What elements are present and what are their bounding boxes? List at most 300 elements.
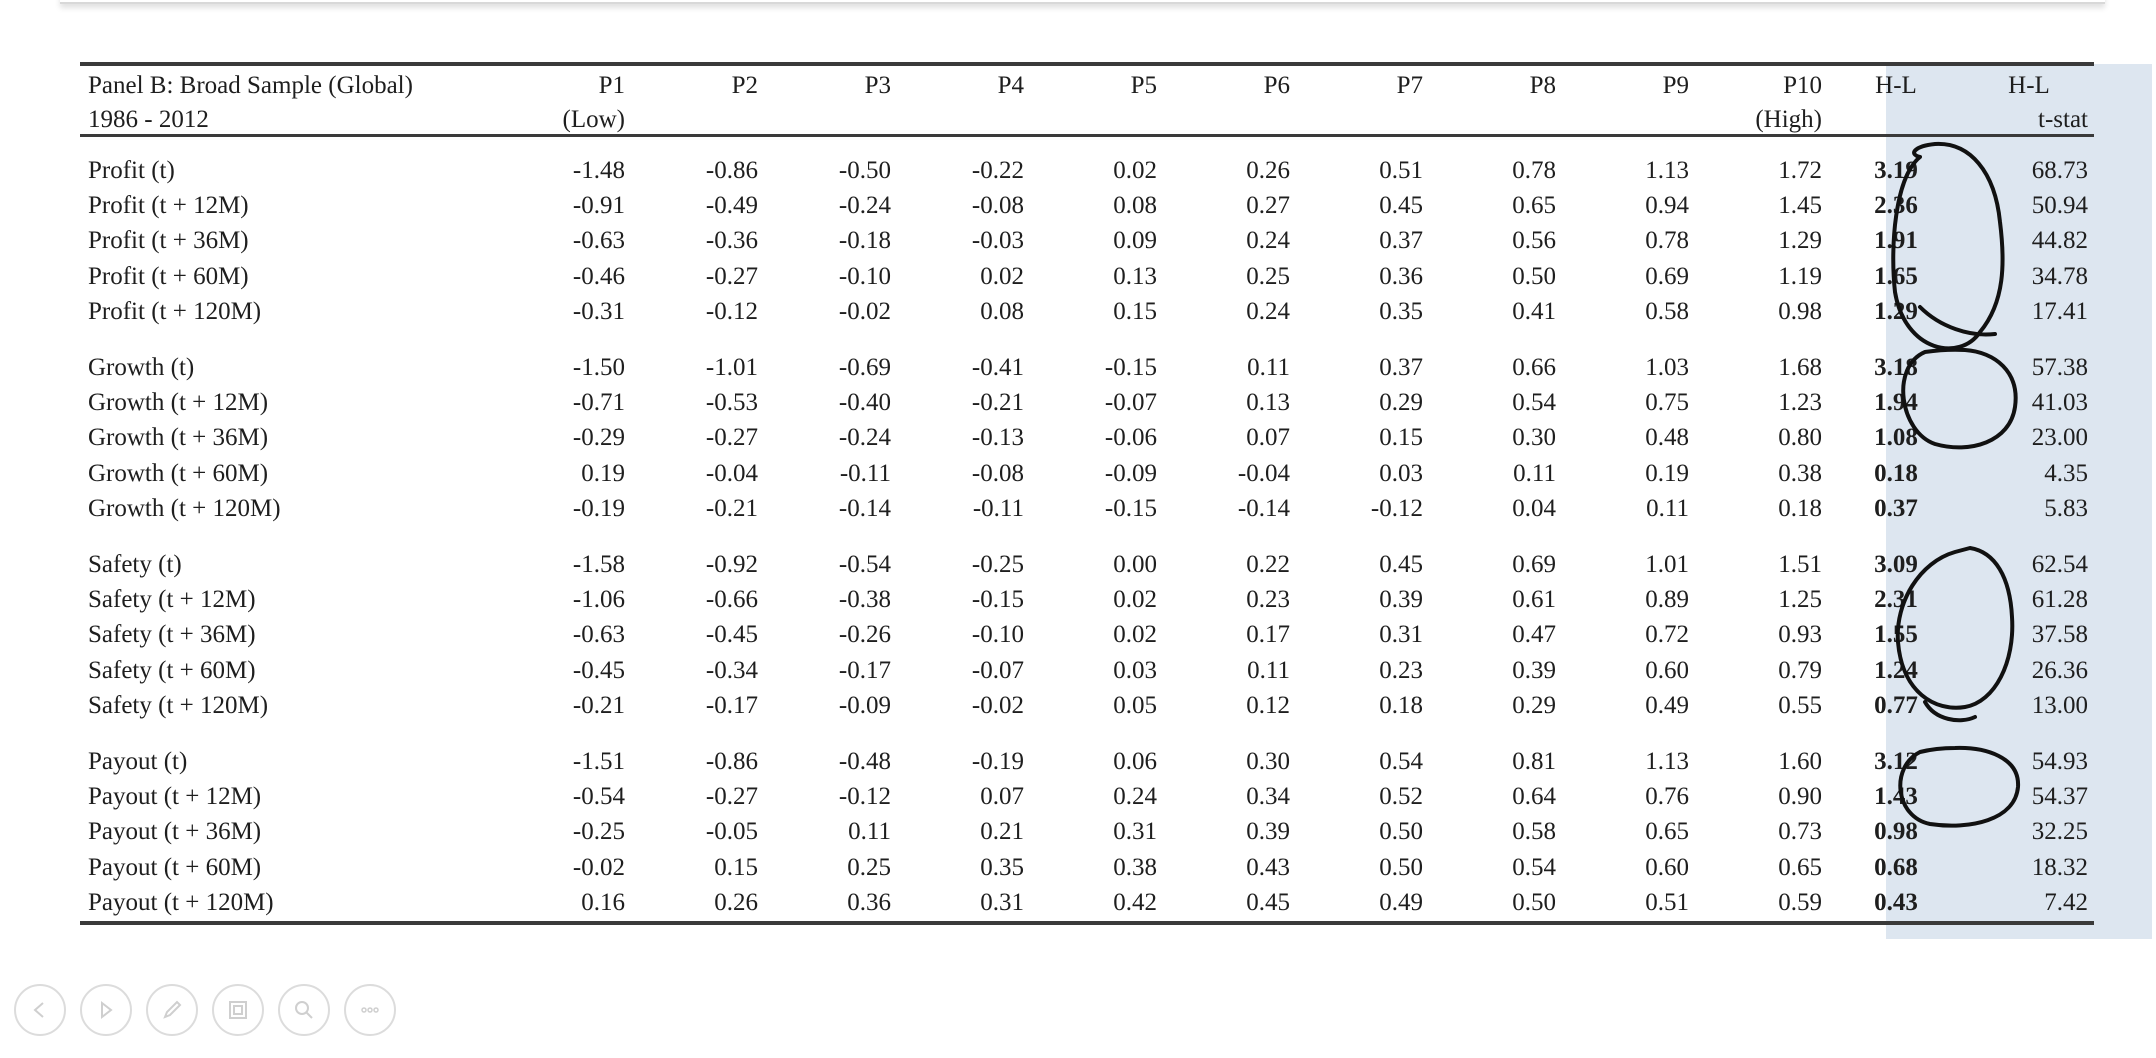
column-subheader: (Low) [498, 100, 631, 136]
table-row [80, 421, 2094, 456]
table-row [80, 456, 2094, 491]
portfolio-value: -0.09 [838, 692, 891, 720]
portfolio-value: -0.86 [705, 156, 758, 184]
row-label: Safety (t + 12M) [88, 585, 256, 613]
arrow-right-icon [92, 996, 120, 1024]
portfolio-value: 0.36 [764, 885, 897, 922]
portfolio-value: 0.02 [1113, 621, 1157, 649]
group-spacer [80, 330, 2094, 350]
portfolio-value: -0.09 [1104, 459, 1157, 487]
portfolio-value: 0.03 [1113, 656, 1157, 684]
portfolio-value: 0.29 [1379, 389, 1423, 417]
portfolio-value: 0.43 [1246, 853, 1290, 881]
column-subheader [1163, 100, 1296, 136]
portfolio-value: -1.01 [705, 353, 758, 381]
hl-value: 2.31 [1874, 585, 1918, 613]
column-subheader [1828, 100, 1964, 136]
portfolio-value: 0.37 [1379, 227, 1423, 255]
portfolio-value: 0.22 [1246, 550, 1290, 578]
row-label: Payout (t) [88, 747, 188, 775]
slide-top-frame [60, 0, 2105, 4]
portfolio-value: 1.25 [1778, 585, 1822, 613]
portfolio-value: 1.03 [1645, 353, 1689, 381]
portfolio-value: -0.04 [705, 459, 758, 487]
row-label: Safety (t + 36M) [88, 621, 256, 649]
portfolio-value: -0.45 [572, 656, 625, 684]
portfolio-value: 0.25 [1246, 262, 1290, 290]
portfolio-value: -0.50 [838, 156, 891, 184]
portfolio-value: 0.04 [1512, 495, 1556, 523]
portfolio-value: 0.24 [1113, 782, 1157, 810]
portfolio-value: 0.39 [1512, 656, 1556, 684]
table-body [80, 136, 2094, 923]
slides-icon [224, 996, 252, 1024]
portfolio-value: 0.31 [1113, 818, 1157, 846]
portfolio-value: 0.65 [1778, 853, 1822, 881]
row-label: Payout (t + 120M) [80, 885, 498, 922]
column-subheader: t-stat [1964, 100, 2094, 136]
previous-slide-button[interactable] [14, 984, 66, 1036]
portfolio-value: 0.59 [1695, 885, 1828, 922]
table-row [80, 744, 2094, 779]
portfolio-value: 0.38 [1778, 459, 1822, 487]
portfolio-value: -0.29 [572, 424, 625, 452]
portfolio-value: 0.11 [848, 818, 891, 846]
portfolio-value: 0.35 [1379, 298, 1423, 326]
hl-value: 3.12 [1874, 747, 1918, 775]
portfolio-value: 0.45 [1163, 885, 1296, 922]
portfolio-value: 0.11 [1646, 495, 1689, 523]
portfolio-value: 0.65 [1512, 192, 1556, 220]
portfolio-value: 0.45 [1379, 192, 1423, 220]
header-row-1 [80, 64, 2094, 100]
portfolio-value: 0.38 [1113, 853, 1157, 881]
portfolio-value: 0.18 [1379, 692, 1423, 720]
table-row [80, 492, 2094, 527]
portfolio-value: 0.02 [980, 262, 1024, 290]
portfolio-value: 1.19 [1778, 262, 1822, 290]
portfolio-value: 0.78 [1645, 227, 1689, 255]
portfolio-value: 0.50 [1379, 853, 1423, 881]
portfolio-value: 0.64 [1512, 782, 1556, 810]
portfolio-value: 0.18 [1778, 495, 1822, 523]
hl-value: 1.43 [1874, 782, 1918, 810]
portfolio-value: -0.08 [971, 192, 1024, 220]
table-row [80, 547, 2094, 582]
hl-value: 0.98 [1874, 818, 1918, 846]
portfolio-value: -0.27 [705, 424, 758, 452]
table-row [80, 224, 2094, 259]
row-label: Growth (t + 12M) [88, 389, 269, 417]
hl-value: 1.65 [1874, 262, 1918, 290]
table-row [80, 385, 2094, 420]
portfolio-value: -0.14 [838, 495, 891, 523]
portfolio-value: -0.36 [705, 227, 758, 255]
portfolio-value: 0.66 [1512, 353, 1556, 381]
pen-icon [158, 996, 186, 1024]
row-label: Safety (t) [88, 550, 182, 578]
portfolio-value: -0.53 [705, 389, 758, 417]
table-row [80, 618, 2094, 653]
portfolio-value: 0.30 [1246, 747, 1290, 775]
portfolio-value: 0.25 [847, 853, 891, 881]
table-row [80, 295, 2094, 330]
portfolio-value: 0.93 [1778, 621, 1822, 649]
row-label: Growth (t + 60M) [88, 459, 269, 487]
hl-tstat-value: 5.83 [2044, 495, 2088, 523]
group-spacer [80, 136, 2094, 154]
portfolio-value: 0.16 [498, 885, 631, 922]
portfolio-value: 0.15 [1379, 424, 1423, 452]
hl-value: 3.18 [1874, 353, 1918, 381]
portfolio-value: 0.51 [1562, 885, 1695, 922]
portfolio-value: 0.80 [1778, 424, 1822, 452]
portfolio-value: 0.34 [1246, 782, 1290, 810]
portfolio-value: -0.04 [1237, 459, 1290, 487]
portfolio-value: 0.39 [1379, 585, 1423, 613]
portfolio-value: 0.76 [1645, 782, 1689, 810]
portfolio-value: 0.13 [1113, 262, 1157, 290]
portfolio-value: 0.50 [1512, 262, 1556, 290]
column-header: P6 [1163, 64, 1296, 100]
hl-value: 0.68 [1874, 853, 1918, 881]
portfolio-value: -0.66 [705, 585, 758, 613]
portfolio-value: 0.54 [1512, 853, 1556, 881]
portfolio-value: -0.11 [972, 495, 1024, 523]
portfolio-value: 0.60 [1645, 656, 1689, 684]
portfolio-value: 0.12 [1246, 692, 1290, 720]
hl-value: 1.55 [1874, 621, 1918, 649]
portfolio-value: -1.58 [572, 550, 625, 578]
portfolio-value: 0.35 [980, 853, 1024, 881]
portfolio-value: 0.48 [1645, 424, 1689, 452]
hl-tstat-value: 34.78 [2031, 262, 2088, 290]
hl-value: 1.91 [1874, 227, 1918, 255]
portfolio-value: -0.21 [705, 495, 758, 523]
panel-title: Panel B: Broad Sample (Global) [80, 64, 498, 100]
portfolio-value: 0.49 [1296, 885, 1429, 922]
hl-tstat-value: 17.41 [2031, 298, 2088, 326]
group-spacer [80, 724, 2094, 744]
portfolio-value: -0.24 [838, 424, 891, 452]
row-label: Safety (t + 120M) [88, 692, 269, 720]
portfolio-value: 0.90 [1778, 782, 1822, 810]
portfolio-value: 0.17 [1246, 621, 1290, 649]
hl-tstat-value: 18.32 [2031, 853, 2088, 881]
hl-tstat-value: 26.36 [2031, 656, 2088, 684]
row-label: Growth (t + 120M) [88, 495, 281, 523]
portfolio-value: -0.86 [705, 747, 758, 775]
portfolio-value: -0.03 [971, 227, 1024, 255]
hl-tstat-value: 32.25 [2031, 818, 2088, 846]
portfolio-value: -0.27 [705, 782, 758, 810]
column-subheader [1562, 100, 1695, 136]
portfolio-value: 0.15 [1113, 298, 1157, 326]
hl-value: 0.77 [1874, 692, 1918, 720]
row-label: Payout (t + 60M) [88, 853, 262, 881]
portfolio-value: 0.15 [714, 853, 758, 881]
portfolio-value: 0.47 [1512, 621, 1556, 649]
portfolio-value: 0.03 [1379, 459, 1423, 487]
portfolio-value: -0.54 [838, 550, 891, 578]
portfolio-value: 0.11 [1247, 656, 1290, 684]
portfolio-value: 1.72 [1778, 156, 1822, 184]
hl-tstat-value: 4.35 [2044, 459, 2088, 487]
portfolio-value: -0.25 [572, 818, 625, 846]
portfolio-value: 0.09 [1113, 227, 1157, 255]
column-subheader [1030, 100, 1163, 136]
hl-tstat-value: 44.82 [2031, 227, 2088, 255]
row-label: Growth (t) [88, 353, 195, 381]
portfolio-value: -0.26 [838, 621, 891, 649]
magnifier-icon [290, 996, 318, 1024]
portfolio-value: -0.10 [971, 621, 1024, 649]
zoom-button[interactable] [278, 984, 330, 1036]
table-row [80, 850, 2094, 885]
portfolio-value: -0.15 [1104, 353, 1157, 381]
portfolio-value: 1.45 [1778, 192, 1822, 220]
portfolio-value: 0.98 [1778, 298, 1822, 326]
portfolio-value: 0.13 [1246, 389, 1290, 417]
portfolio-value: 0.69 [1512, 550, 1556, 578]
table-row [80, 688, 2094, 723]
portfolio-value: 0.31 [1379, 621, 1423, 649]
hl-tstat-value: 54.93 [2031, 747, 2088, 775]
portfolio-value: -0.10 [838, 262, 891, 290]
table-row [80, 653, 2094, 688]
portfolio-value: -0.69 [838, 353, 891, 381]
portfolio-value: 1.60 [1778, 747, 1822, 775]
column-header: P9 [1562, 64, 1695, 100]
hl-tstat-value: 54.37 [2031, 782, 2088, 810]
portfolio-value: -0.71 [572, 389, 625, 417]
portfolio-value: 0.37 [1379, 353, 1423, 381]
row-label: Profit (t + 36M) [88, 227, 249, 255]
portfolio-value: 0.55 [1778, 692, 1822, 720]
portfolio-value: -0.48 [838, 747, 891, 775]
portfolio-value: -0.34 [705, 656, 758, 684]
portfolio-value: -1.48 [572, 156, 625, 184]
table-row [80, 350, 2094, 385]
portfolio-value: 0.81 [1512, 747, 1556, 775]
portfolio-value: 0.54 [1379, 747, 1423, 775]
row-label: Profit (t + 120M) [88, 298, 262, 326]
portfolio-value: 0.21 [980, 818, 1024, 846]
portfolio-value: 0.05 [1113, 692, 1157, 720]
portfolio-value: 0.94 [1645, 192, 1689, 220]
hl-tstat-value: 50.94 [2031, 192, 2088, 220]
portfolio-value: 0.41 [1512, 298, 1556, 326]
portfolio-value: -0.17 [705, 692, 758, 720]
portfolio-value: -0.91 [572, 192, 625, 220]
hl-value: 3.19 [1874, 156, 1918, 184]
portfolio-value: 0.24 [1246, 298, 1290, 326]
portfolio-value: 0.02 [1113, 156, 1157, 184]
portfolio-value: 0.29 [1512, 692, 1556, 720]
portfolio-value: 0.56 [1512, 227, 1556, 255]
portfolio-value: 1.29 [1778, 227, 1822, 255]
portfolio-value: -0.06 [1104, 424, 1157, 452]
portfolio-value: 0.07 [980, 782, 1024, 810]
portfolio-value: -0.19 [572, 495, 625, 523]
hl-tstat-value: 61.28 [2031, 585, 2088, 613]
hl-value: 1.94 [1874, 389, 1918, 417]
portfolio-value: 0.07 [1246, 424, 1290, 452]
group-spacer [80, 527, 2094, 547]
portfolio-value: 0.50 [1379, 818, 1423, 846]
portfolio-value: -0.49 [705, 192, 758, 220]
hl-tstat-value: 68.73 [2031, 156, 2088, 184]
portfolio-value: -0.40 [838, 389, 891, 417]
portfolio-value: -0.12 [1370, 495, 1423, 523]
portfolio-value: -0.46 [572, 262, 625, 290]
portfolio-value: 0.27 [1246, 192, 1290, 220]
portfolio-value: 0.45 [1379, 550, 1423, 578]
portfolio-value: 0.58 [1512, 818, 1556, 846]
column-header: P1 [498, 64, 631, 100]
portfolio-value: -0.02 [838, 298, 891, 326]
table-row [80, 582, 2094, 617]
portfolio-value: 0.72 [1645, 621, 1689, 649]
more-options-button[interactable] [344, 984, 396, 1036]
portfolio-value: 0.26 [631, 885, 764, 922]
portfolio-value: -0.63 [572, 227, 625, 255]
portfolio-value: 0.23 [1246, 585, 1290, 613]
row-label: Payout (t + 12M) [88, 782, 262, 810]
portfolio-value: 0.06 [1113, 747, 1157, 775]
hl-value: 0.18 [1874, 459, 1918, 487]
portfolio-value: -0.38 [838, 585, 891, 613]
portfolio-value: -0.25 [971, 550, 1024, 578]
portfolio-value: -0.15 [971, 585, 1024, 613]
table-row [80, 188, 2094, 223]
row-label: Safety (t + 60M) [88, 656, 256, 684]
portfolio-value: -0.31 [572, 298, 625, 326]
portfolio-value: -0.02 [971, 692, 1024, 720]
portfolio-value: -1.50 [572, 353, 625, 381]
column-header: H-L [1828, 64, 1964, 100]
portfolio-value: -0.63 [572, 621, 625, 649]
hl-tstat-value: 13.00 [2031, 692, 2088, 720]
portfolio-value: 1.13 [1645, 747, 1689, 775]
column-header: P10 [1695, 64, 1828, 100]
portfolio-value: 0.73 [1778, 818, 1822, 846]
row-label: Profit (t) [88, 156, 175, 184]
results-table [80, 62, 2094, 925]
portfolio-value: -0.41 [971, 353, 1024, 381]
portfolio-value: 0.19 [581, 459, 625, 487]
portfolio-value: -0.07 [971, 656, 1024, 684]
portfolio-value: 0.58 [1645, 298, 1689, 326]
portfolio-value: 0.69 [1645, 262, 1689, 290]
portfolio-value: 0.36 [1379, 262, 1423, 290]
portfolio-value: 0.51 [1379, 156, 1423, 184]
portfolio-value: -0.12 [838, 782, 891, 810]
hl-value: 3.09 [1874, 550, 1918, 578]
column-header: P8 [1429, 64, 1562, 100]
portfolio-value: 0.08 [980, 298, 1024, 326]
portfolio-value: -0.21 [572, 692, 625, 720]
column-subheader [764, 100, 897, 136]
portfolio-value: 0.30 [1512, 424, 1556, 452]
portfolio-value: -0.17 [838, 656, 891, 684]
hl-value: 1.29 [1874, 298, 1918, 326]
portfolio-value: 1.23 [1778, 389, 1822, 417]
column-header: P5 [1030, 64, 1163, 100]
portfolio-value: -0.27 [705, 262, 758, 290]
portfolio-value: 0.39 [1246, 818, 1290, 846]
row-label: Payout (t + 36M) [88, 818, 262, 846]
portfolio-value: -0.19 [971, 747, 1024, 775]
portfolio-value: -0.11 [839, 459, 891, 487]
results-table-container [80, 62, 2088, 925]
hl-tstat-value: 23.00 [2031, 424, 2088, 452]
hl-tstat-value: 41.03 [2031, 389, 2088, 417]
hl-value: 2.36 [1874, 192, 1918, 220]
pen-tool-button[interactable] [146, 984, 198, 1036]
portfolio-value: 1.68 [1778, 353, 1822, 381]
portfolio-value: -0.15 [1104, 495, 1157, 523]
arrow-left-icon [26, 996, 54, 1024]
portfolio-value: 0.11 [1513, 459, 1556, 487]
portfolio-value: -0.45 [705, 621, 758, 649]
portfolio-value: 0.42 [1030, 885, 1163, 922]
table-row [80, 259, 2094, 294]
portfolio-value: 0.65 [1645, 818, 1689, 846]
portfolio-value: 0.23 [1379, 656, 1423, 684]
column-header: H-L [1964, 64, 2094, 100]
portfolio-value: 1.13 [1645, 156, 1689, 184]
column-header: P3 [764, 64, 897, 100]
portfolio-value: 0.49 [1645, 692, 1689, 720]
portfolio-value: 0.78 [1512, 156, 1556, 184]
portfolio-value: -0.54 [572, 782, 625, 810]
portfolio-value: 0.26 [1246, 156, 1290, 184]
portfolio-value: -0.21 [971, 389, 1024, 417]
portfolio-value: 0.00 [1113, 550, 1157, 578]
hl-value: 0.43 [1828, 885, 1964, 922]
column-subheader [631, 100, 764, 136]
more-icon [356, 996, 384, 1024]
portfolio-value: 0.89 [1645, 585, 1689, 613]
portfolio-value: 0.61 [1512, 585, 1556, 613]
column-subheader [897, 100, 1030, 136]
portfolio-value: 0.60 [1645, 853, 1689, 881]
hl-tstat-value: 37.58 [2031, 621, 2088, 649]
portfolio-value: 1.01 [1645, 550, 1689, 578]
portfolio-value: 0.52 [1379, 782, 1423, 810]
portfolio-value: -1.51 [572, 747, 625, 775]
table-row [80, 815, 2094, 850]
portfolio-value: -0.14 [1237, 495, 1290, 523]
portfolio-value: -0.18 [838, 227, 891, 255]
column-header: P4 [897, 64, 1030, 100]
portfolio-value: -0.05 [705, 818, 758, 846]
portfolio-value: -0.92 [705, 550, 758, 578]
table-row [80, 779, 2094, 814]
next-slide-button[interactable] [80, 984, 132, 1036]
portfolio-value: -0.24 [838, 192, 891, 220]
portfolio-value: -0.07 [1104, 389, 1157, 417]
portfolio-value: -1.06 [572, 585, 625, 613]
hl-tstat-value: 57.38 [2031, 353, 2088, 381]
portfolio-value: 0.50 [1429, 885, 1562, 922]
column-subheader [1296, 100, 1429, 136]
table-row [80, 885, 2094, 922]
slides-overview-button[interactable] [212, 984, 264, 1036]
portfolio-value: 0.19 [1645, 459, 1689, 487]
portfolio-value: -0.02 [572, 853, 625, 881]
